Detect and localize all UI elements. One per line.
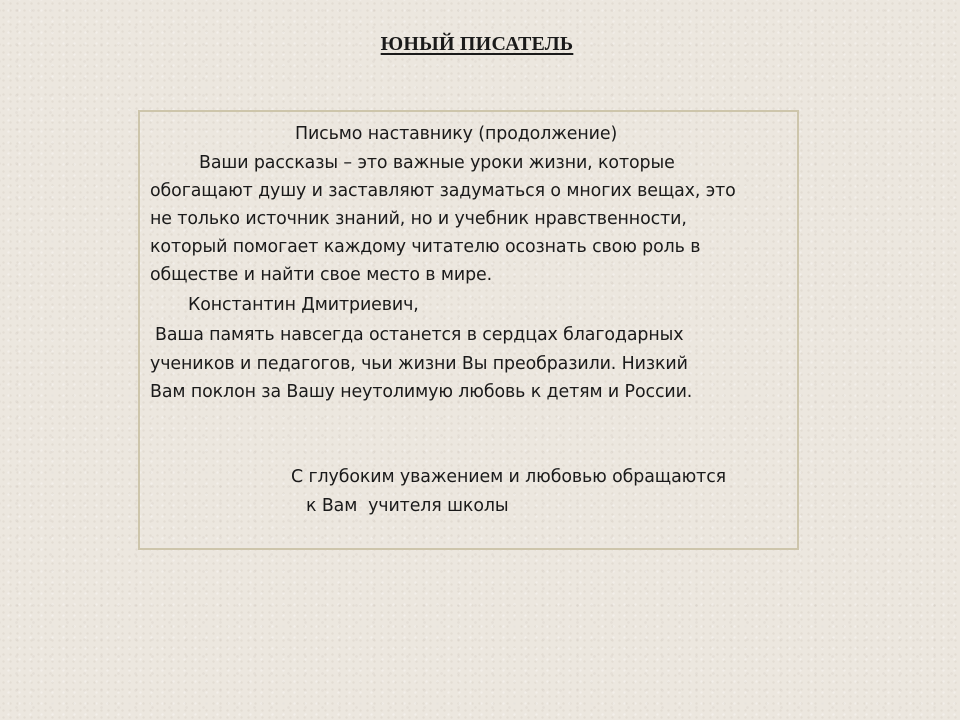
- paragraph2-line3: Вам поклон за Вашу неутолимую любовь к детям и России.: [150, 382, 693, 402]
- slide-title: ЮНЫЙ ПИСАТЕЛЬ: [380, 33, 574, 55]
- salutation: Константин Дмитриевич,: [188, 295, 419, 315]
- paragraph2-line1: Ваша память навсегда останется в сердцах благодарных: [155, 325, 684, 345]
- paragraph1-line3: не только источник знаний, но и учебник нравственности,: [150, 209, 687, 229]
- closing-line2: к Вам учителя школы: [306, 496, 509, 516]
- paragraph2-line2: учеников и педагогов, чьи жизни Вы преобразили. Низкий: [150, 354, 688, 374]
- letter-heading: Письмо наставнику (продолжение): [295, 124, 618, 144]
- paragraph1-line5: обществе и найти свое место в мире.: [150, 265, 493, 285]
- paragraph1-line1: Ваши рассказы – это важные уроки жизни, которые: [199, 153, 675, 173]
- paragraph1-line2: обогащают душу и заставляют задуматься о многих вещах, это: [150, 181, 736, 201]
- closing-line1: С глубоким уважением и любовью обращаются: [291, 467, 727, 487]
- paragraph1-line4: который помогает каждому читателю осознать свою роль в: [150, 237, 701, 257]
